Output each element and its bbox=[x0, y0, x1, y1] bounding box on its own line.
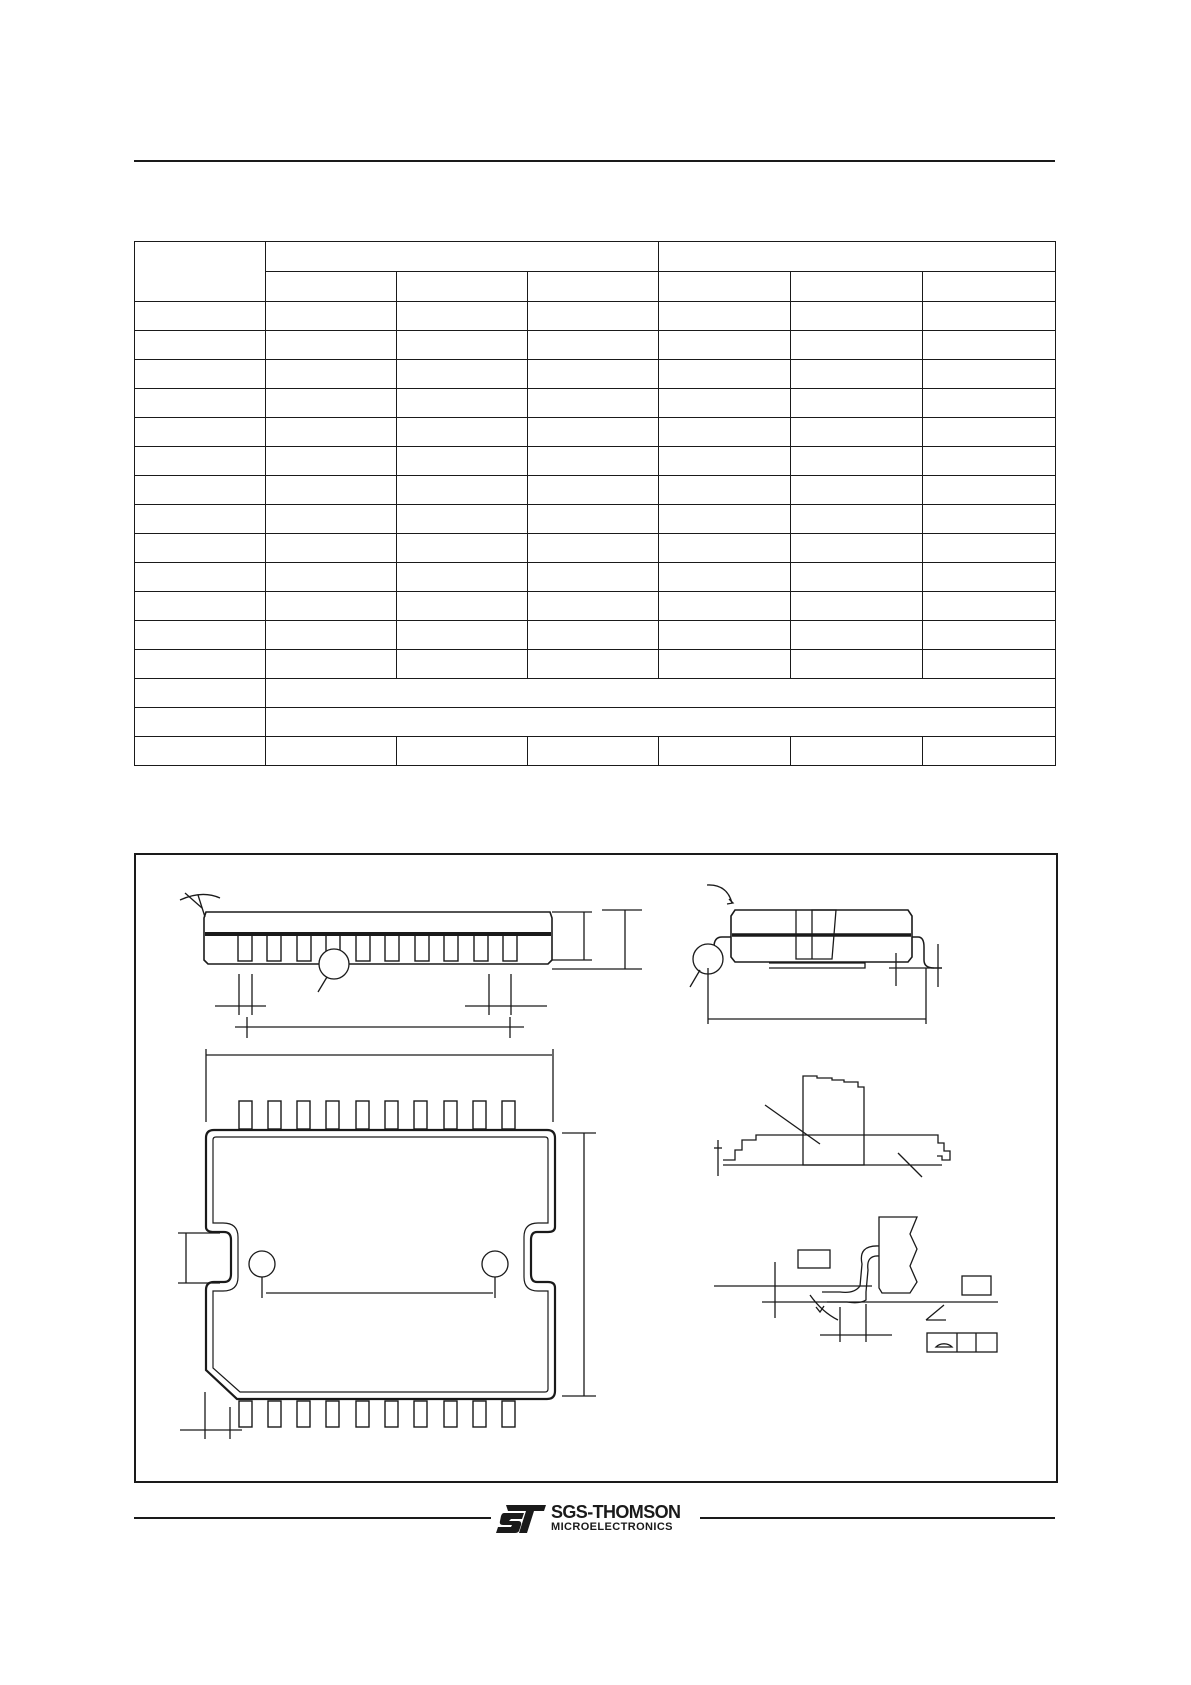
footer-rule-left bbox=[134, 1517, 491, 1519]
table-row bbox=[135, 620, 1056, 649]
package-outline-drawing bbox=[136, 855, 1056, 1481]
end-view bbox=[690, 885, 942, 1024]
header-group-mm bbox=[266, 242, 659, 272]
table-row bbox=[135, 563, 1056, 592]
slug-detail bbox=[714, 1076, 950, 1177]
header-group-inch bbox=[659, 242, 1056, 272]
table-row bbox=[135, 649, 1056, 678]
header-cell bbox=[923, 272, 1056, 302]
top-view bbox=[178, 1049, 596, 1439]
table-row bbox=[135, 418, 1056, 447]
brand-subtitle: MICROELECTRONICS bbox=[551, 1521, 673, 1533]
package-drawing-frame bbox=[134, 853, 1058, 1483]
table-row bbox=[135, 736, 1056, 765]
table-row bbox=[135, 447, 1056, 476]
table-header-row bbox=[135, 242, 1056, 272]
header-cell bbox=[659, 272, 791, 302]
header-cell bbox=[266, 272, 397, 302]
header-rule bbox=[134, 160, 1055, 162]
table-row bbox=[135, 331, 1056, 360]
brand-name: SGS-THOMSON bbox=[551, 1502, 681, 1522]
table-row-merged bbox=[135, 678, 1056, 707]
side-view bbox=[180, 893, 642, 1038]
footer-rule-right bbox=[700, 1517, 1055, 1519]
table-row bbox=[135, 476, 1056, 505]
table-row bbox=[135, 360, 1056, 389]
header-cell bbox=[528, 272, 659, 302]
table-row bbox=[135, 591, 1056, 620]
table-row bbox=[135, 505, 1056, 534]
header-cell bbox=[397, 272, 528, 302]
table-row bbox=[135, 389, 1056, 418]
lead-detail bbox=[714, 1217, 998, 1352]
footer-logo bbox=[494, 1502, 694, 1536]
header-dim-cell bbox=[135, 242, 266, 302]
header-cell bbox=[791, 272, 923, 302]
st-logo-icon bbox=[494, 1504, 548, 1534]
table-row bbox=[135, 534, 1056, 563]
table-row bbox=[135, 302, 1056, 331]
dimensions-table bbox=[134, 241, 1056, 766]
table-row-merged bbox=[135, 707, 1056, 736]
table-subheader-row bbox=[135, 272, 1056, 302]
